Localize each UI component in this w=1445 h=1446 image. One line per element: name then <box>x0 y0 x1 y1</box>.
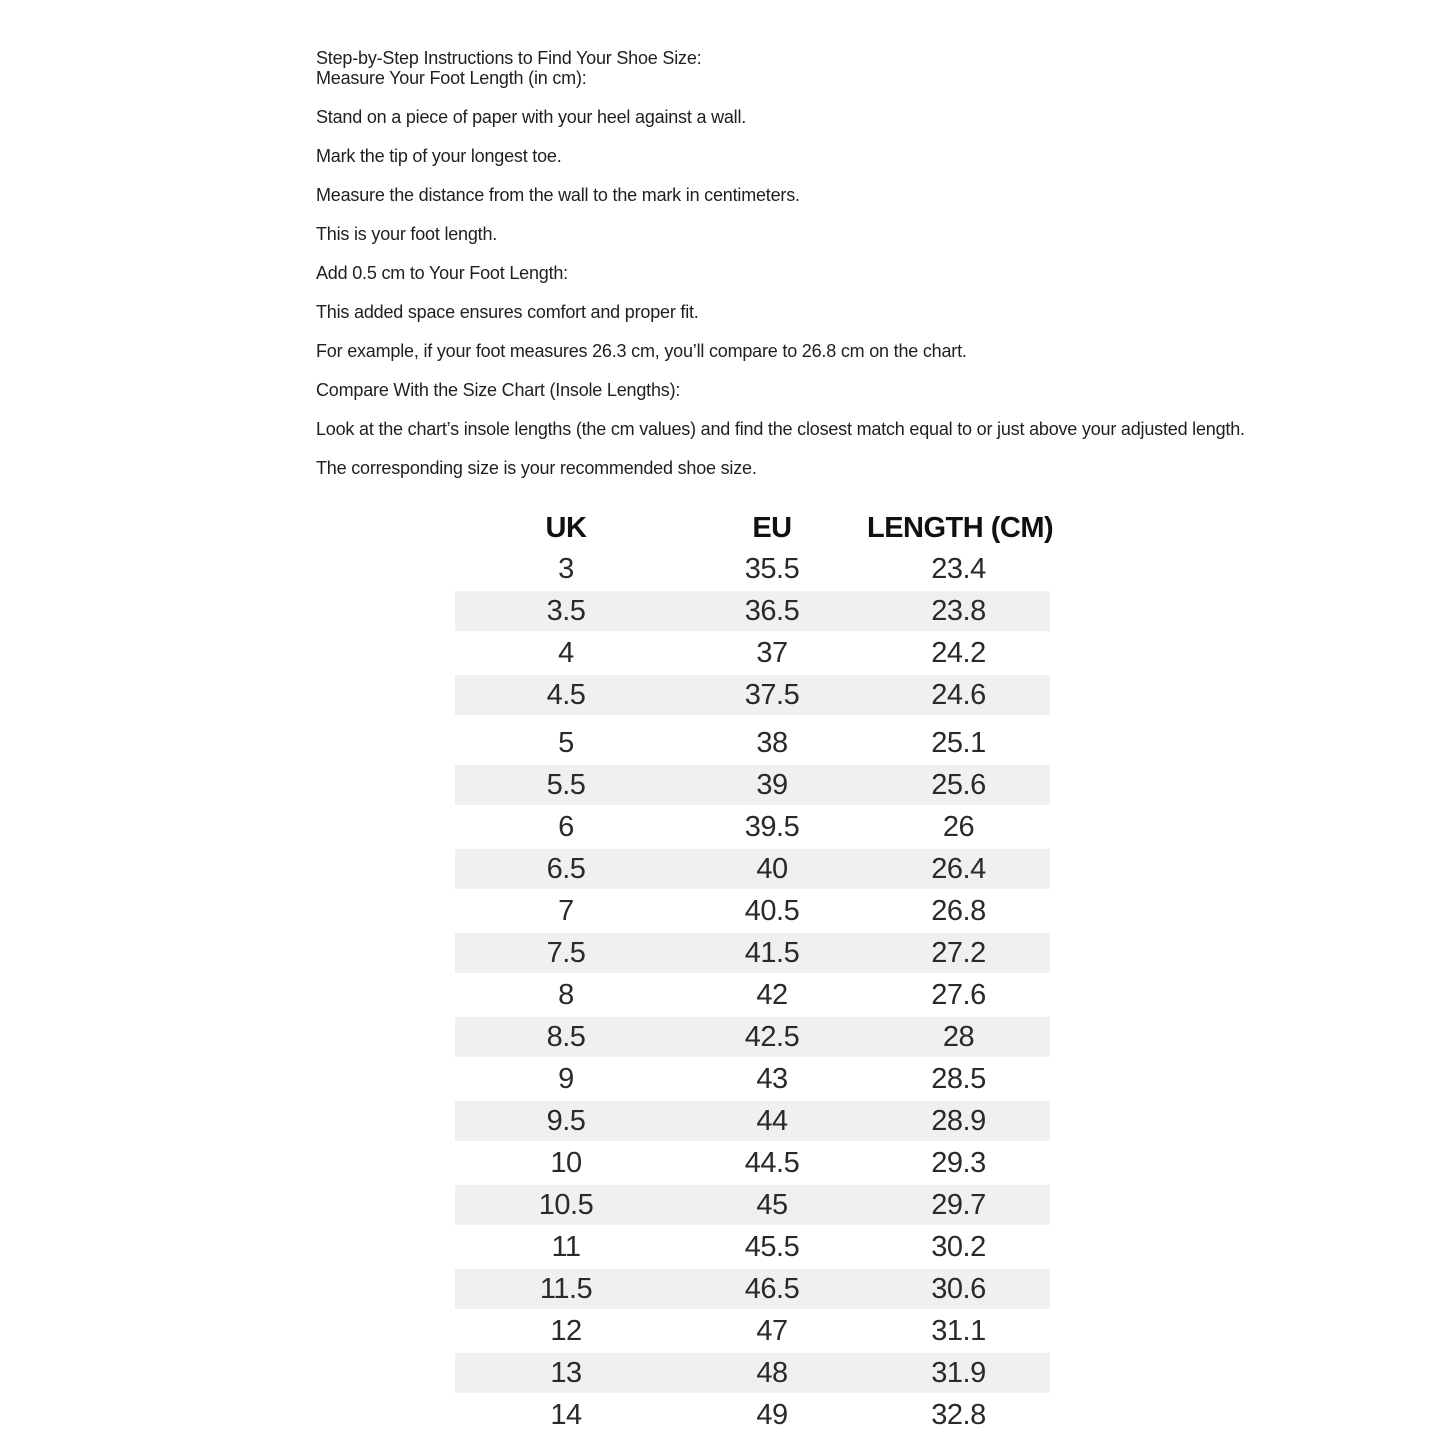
cell-length-cm: 23.8 <box>931 594 986 627</box>
cell-eu: 49 <box>756 1398 788 1431</box>
cell-uk: 11 <box>551 1230 581 1263</box>
cell-length-cm: 27.6 <box>931 978 986 1011</box>
cell-uk: 3.5 <box>546 594 586 627</box>
table-row <box>455 1100 1050 1142</box>
cell-eu: 36.5 <box>744 594 800 627</box>
cell-eu: 48 <box>756 1356 788 1389</box>
cell-length-cm: 32.8 <box>931 1398 986 1431</box>
instruction-step: Compare With the Size Chart (Insole Lengths): <box>316 380 681 400</box>
table-row <box>455 590 1050 632</box>
instruction-step: Add 0.5 cm to Your Foot Length: <box>316 263 568 283</box>
instruction-step: For example, if your foot measures 26.3 cm, you’ll compare to 26.8 cm on the chart. <box>316 341 967 361</box>
cell-uk: 8.5 <box>546 1020 586 1053</box>
cell-eu: 40.5 <box>744 894 800 927</box>
cell-uk: 7 <box>558 894 574 927</box>
cell-length-cm: 25.6 <box>931 768 986 801</box>
cell-eu: 37 <box>756 636 788 669</box>
cell-eu: 41.5 <box>744 936 800 969</box>
cell-uk: 12 <box>550 1314 582 1347</box>
table-row <box>455 806 1050 848</box>
instruction-step: Look at the chart’s insole lengths (the cm values) and find the closest match equal to or just above your adjusted length. <box>316 419 1245 439</box>
table-row <box>455 1058 1050 1100</box>
cell-eu: 47 <box>756 1314 788 1347</box>
cell-uk: 11.5 <box>539 1272 593 1305</box>
table-row <box>455 674 1050 716</box>
cell-length-cm: 23.4 <box>931 552 986 585</box>
cell-eu: 38 <box>756 726 788 759</box>
instruction-step: Mark the tip of your longest toe. <box>316 146 562 166</box>
cell-uk: 3 <box>558 552 574 585</box>
cell-length-cm: 24.2 <box>931 636 986 669</box>
cell-eu: 42 <box>756 978 788 1011</box>
cell-length-cm: 28.5 <box>931 1062 986 1095</box>
table-row <box>455 1352 1050 1394</box>
cell-uk: 6 <box>558 810 574 843</box>
cell-eu: 40 <box>756 852 788 885</box>
cell-uk: 4 <box>558 636 574 669</box>
cell-length-cm: 31.9 <box>931 1356 986 1389</box>
cell-uk: 8 <box>558 978 574 1011</box>
cell-eu: 43 <box>756 1062 788 1095</box>
table-row <box>455 632 1050 674</box>
instructions-title: Step-by-Step Instructions to Find Your Shoe Size: <box>316 48 702 68</box>
cell-length-cm: 28.9 <box>931 1104 986 1137</box>
cell-uk: 6.5 <box>546 852 586 885</box>
cell-uk: 10.5 <box>538 1188 594 1221</box>
table-row <box>455 890 1050 932</box>
cell-length-cm: 29.7 <box>931 1188 986 1221</box>
size-chart-table <box>455 508 1054 1436</box>
cell-length-cm: 24.6 <box>931 678 986 711</box>
cell-length-cm: 27.2 <box>931 936 986 969</box>
cell-eu: 42.5 <box>744 1020 800 1053</box>
cell-uk: 4.5 <box>546 678 586 711</box>
cell-uk: 5 <box>558 726 574 759</box>
cell-eu: 46.5 <box>744 1272 800 1305</box>
cell-eu: 44 <box>756 1104 788 1137</box>
instruction-step: The corresponding size is your recommended shoe size. <box>316 458 757 478</box>
cell-eu: 37.5 <box>744 678 800 711</box>
table-row <box>455 1016 1050 1058</box>
table-row <box>455 1226 1050 1268</box>
cell-length-cm: 26 <box>942 810 975 843</box>
cell-uk: 9.5 <box>546 1104 586 1137</box>
cell-eu: 39.5 <box>744 810 800 843</box>
cell-eu: 45 <box>756 1188 788 1221</box>
size-table-header-row <box>455 508 1054 548</box>
instruction-step: Stand on a piece of paper with your heel against a wall. <box>316 107 747 127</box>
header-uk: UK <box>545 511 587 544</box>
cell-uk: 13 <box>550 1356 582 1389</box>
table-row <box>455 932 1050 974</box>
cell-uk: 5.5 <box>546 768 586 801</box>
table-row <box>455 764 1050 806</box>
cell-length-cm: 25.1 <box>931 726 986 759</box>
cell-length-cm: 29.3 <box>931 1146 986 1179</box>
header-length-cm: LENGTH (CM) <box>867 511 1054 544</box>
cell-length-cm: 26.8 <box>931 894 986 927</box>
cell-uk: 7.5 <box>546 936 586 969</box>
header-eu: EU <box>752 511 792 544</box>
instruction-step: This is your foot length. <box>316 224 498 244</box>
cell-eu: 39 <box>756 768 788 801</box>
table-row <box>455 722 1050 764</box>
size-table-body <box>455 548 1050 1436</box>
table-row <box>455 1142 1050 1184</box>
cell-length-cm: 30.6 <box>931 1272 986 1305</box>
cell-length-cm: 30.2 <box>931 1230 986 1263</box>
table-row <box>455 1184 1050 1226</box>
cell-eu: 35.5 <box>744 552 800 585</box>
table-row <box>455 1394 1050 1436</box>
table-row <box>455 1310 1050 1352</box>
cell-length-cm: 31.1 <box>931 1314 986 1347</box>
cell-uk: 9 <box>558 1062 574 1095</box>
cell-eu: 44.5 <box>744 1146 800 1179</box>
table-row <box>455 848 1050 890</box>
cell-length-cm: 26.4 <box>931 852 986 885</box>
instruction-step: This added space ensures comfort and proper fit. <box>316 302 699 322</box>
table-row <box>455 1268 1050 1310</box>
cell-uk: 10 <box>550 1146 582 1179</box>
table-row <box>455 974 1050 1016</box>
table-row <box>455 548 1050 590</box>
instructions-subtitle: Measure Your Foot Length (in cm): <box>316 68 587 88</box>
cell-eu: 45.5 <box>744 1230 800 1263</box>
cell-uk: 14 <box>550 1398 582 1431</box>
cell-length-cm: 28 <box>942 1020 975 1053</box>
instruction-step: Measure the distance from the wall to the mark in centimeters. <box>316 185 800 205</box>
